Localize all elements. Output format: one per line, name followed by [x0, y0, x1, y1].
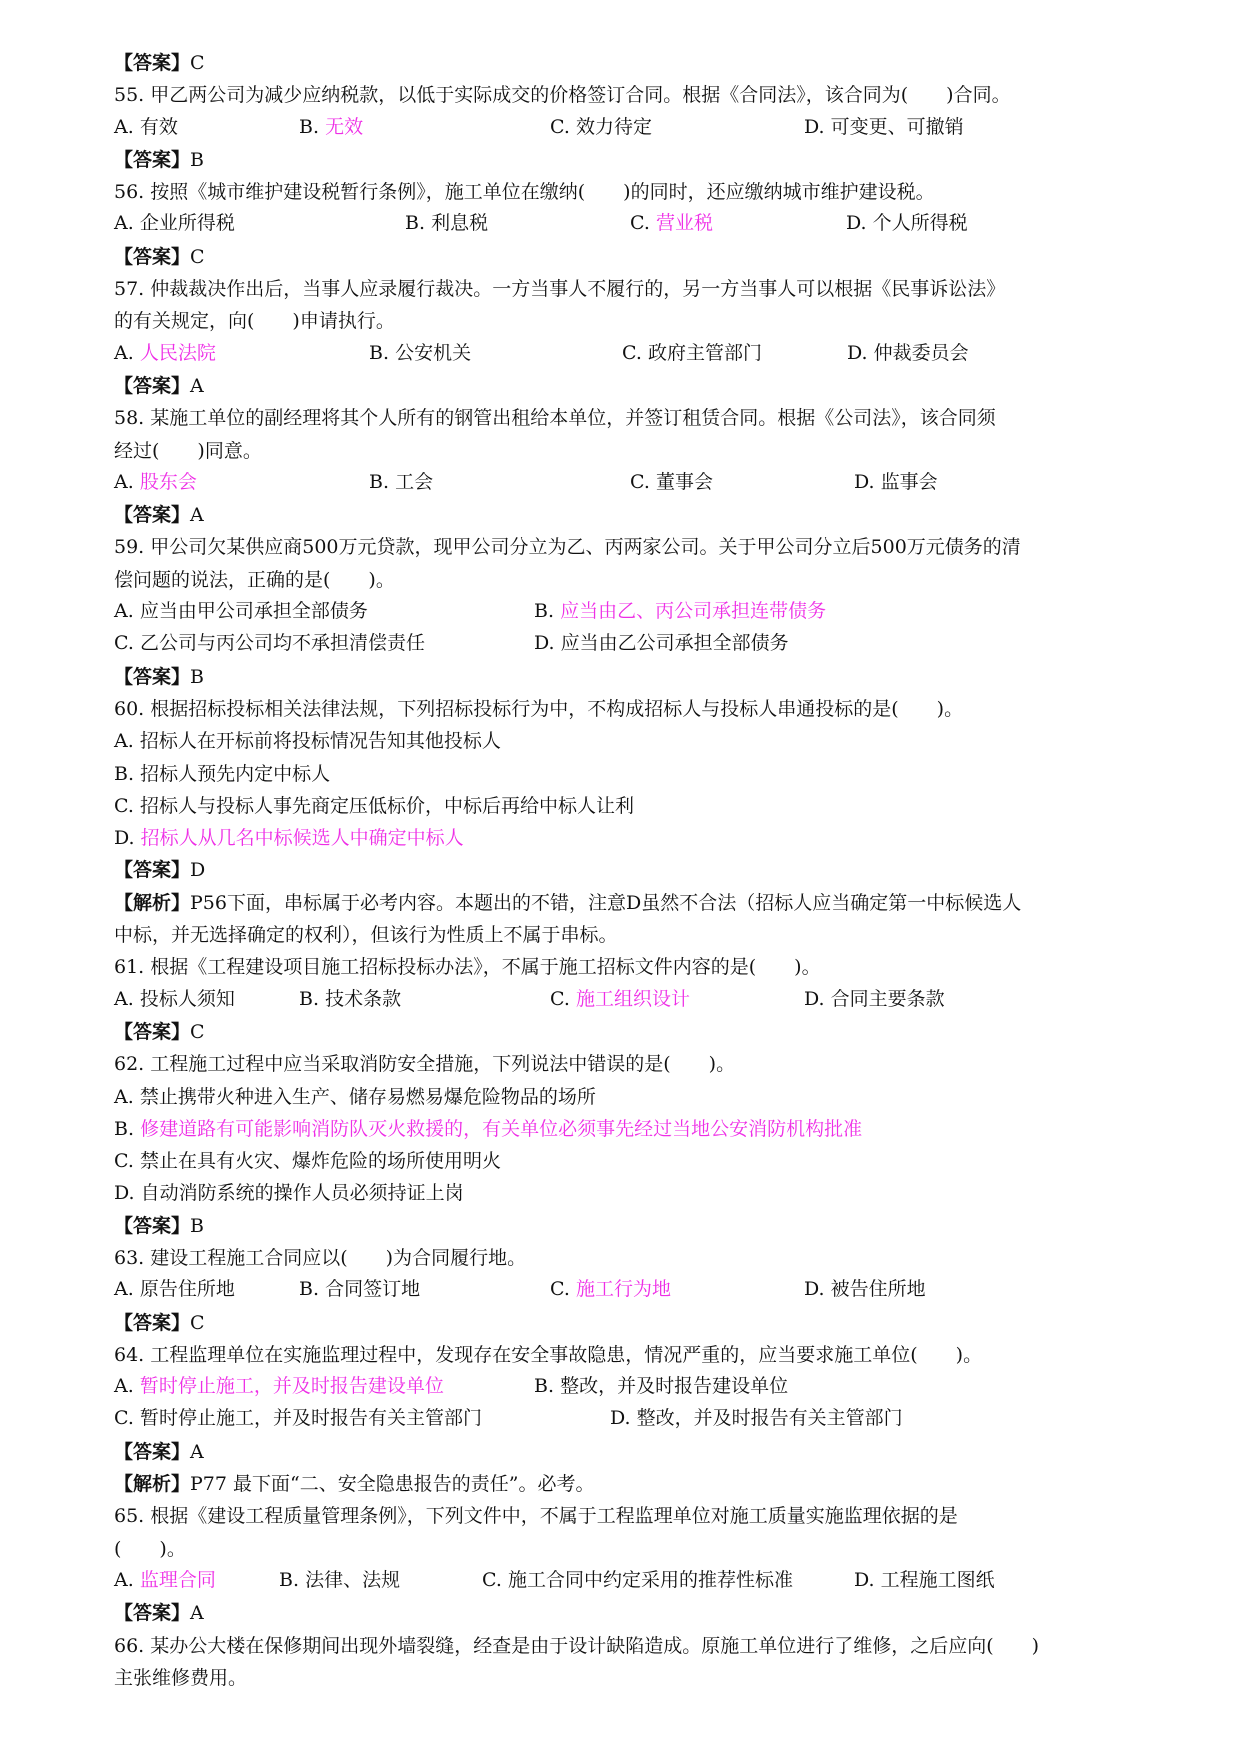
options-row — [114, 1403, 1174, 1435]
option-letter: D. — [804, 1278, 825, 1301]
option-letter: A. — [114, 1568, 134, 1591]
option-text: 有效 — [139, 115, 178, 138]
option-text: 合同主要条款 — [830, 987, 945, 1010]
answer-value: A — [190, 374, 204, 397]
option-item — [405, 208, 488, 235]
option-text: 政府主管部门 — [647, 341, 762, 364]
option-item — [534, 1371, 788, 1398]
answer-line — [114, 1468, 1174, 1500]
option-letter: A. — [114, 470, 134, 493]
question-text: 偿问题的说法，正确的是( )。 — [114, 568, 395, 591]
option-text: 暂时停止施工，并及时报告建设单位 — [139, 1375, 444, 1398]
option-letter: D. — [114, 1182, 135, 1205]
option-letter: A. — [114, 1085, 134, 1108]
answer-tag: 【答案】 — [114, 665, 191, 688]
option-item — [114, 1371, 444, 1398]
option-item — [534, 628, 789, 655]
option-line — [114, 1081, 1174, 1113]
option-text: 无效 — [325, 115, 364, 138]
option-text: 整改，并及时报告有关主管部门 — [636, 1407, 903, 1430]
option-text: 招标人在开标前将投标情况告知其他投标人 — [139, 730, 501, 753]
option-line — [114, 790, 1174, 822]
answer-tag: 【解析】 — [114, 891, 191, 914]
answer-tag: 【答案】 — [114, 1020, 191, 1043]
answer-value: C — [190, 1311, 205, 1334]
option-text: 招标人与投标人事先商定压低标价，中标后再给中标人让利 — [139, 794, 634, 817]
option-item — [114, 208, 235, 235]
option-text: 原告住所地 — [139, 1278, 235, 1301]
option-line — [114, 758, 1174, 790]
option-text: 应当由甲公司承担全部债务 — [139, 600, 368, 623]
answer-tag: 【答案】 — [114, 859, 191, 882]
option-letter: C. — [114, 1150, 134, 1173]
answer-line — [114, 1307, 1174, 1339]
option-letter: A. — [114, 1375, 134, 1398]
answer-value: C — [190, 1020, 205, 1043]
answer-line — [114, 1597, 1174, 1629]
answer-value: B — [190, 1214, 204, 1237]
question-text: 64. 工程监理单位在实施监理过程中，发现存在安全事故隐患，情况严重的，应当要求施工单位( )。 — [114, 1343, 983, 1366]
question-text: 66. 某办公大楼在保修期间出现外墙裂缝，经查是由于设计缺陷造成。原施工单位进行了维修，之后应向( ) — [114, 1634, 1040, 1657]
option-letter: A. — [114, 115, 134, 138]
option-item — [279, 1565, 400, 1592]
option-text: 人民法院 — [139, 341, 216, 364]
answer-value: C — [190, 52, 205, 74]
answer-tag: 【答案】 — [114, 1311, 191, 1334]
option-letter: A. — [114, 730, 134, 753]
option-line — [114, 822, 1174, 854]
answer-line — [114, 370, 1174, 402]
option-text: 禁止携带火种进入生产、储存易燃易爆危险物品的场所 — [139, 1085, 596, 1108]
options-row — [114, 338, 1174, 370]
option-letter: C. — [622, 341, 642, 364]
question-text: 的有关规定，向( )申请执行。 — [114, 310, 395, 333]
option-item — [622, 338, 762, 365]
answer-value: B — [190, 665, 204, 688]
option-text: 法律、法规 — [305, 1568, 401, 1591]
option-letter: C. — [630, 212, 650, 235]
option-text: 营业税 — [655, 212, 713, 235]
option-text: 施工组织设计 — [575, 987, 690, 1010]
answer-line — [114, 241, 1174, 273]
options-row — [114, 1371, 1174, 1403]
option-letter: D. — [610, 1407, 631, 1430]
option-letter: B. — [299, 987, 320, 1010]
option-text: 招标人预先内定中标人 — [140, 762, 331, 785]
option-letter: B. — [534, 1375, 555, 1398]
option-text: 可变更、可撤销 — [830, 115, 964, 138]
option-text: 投标人须知 — [139, 987, 235, 1010]
options-row — [114, 208, 1174, 240]
option-text: 股东会 — [139, 470, 197, 493]
question-text: 63. 建设工程施工合同应以( )为合同履行地。 — [114, 1246, 527, 1269]
option-text: 监理合同 — [139, 1568, 216, 1591]
answer-line — [114, 499, 1174, 531]
option-letter: A. — [114, 341, 134, 364]
answer-tag: 【答案】 — [114, 1214, 191, 1237]
option-item — [610, 1403, 903, 1430]
question-text: 56. 按照《城市维护建设税暂行条例》，施工单位在缴纳( )的同时，还应缴纳城市维护建设税。 — [114, 181, 935, 204]
option-text: 个人所得税 — [872, 212, 968, 235]
option-item — [114, 467, 197, 494]
answer-tag: 【答案】 — [114, 504, 191, 527]
question-text: 中标，并无选择确定的权利），但该行为性质上不属于串标。 — [114, 924, 618, 947]
option-letter: B. — [114, 1117, 135, 1140]
answer-line — [114, 854, 1174, 886]
options-row — [114, 112, 1174, 144]
option-letter: C. — [550, 115, 570, 138]
option-item — [114, 1274, 235, 1301]
option-item — [804, 984, 945, 1011]
option-text: 修建道路有可能影响消防队灭火救援的，有关单位必须事先经过当地公安消防机构批准 — [140, 1117, 863, 1140]
answer-value: P56下面，串标属于必考内容。本题出的不错，注意D虽然不合法（招标人应当确定第一中标候选人 — [190, 891, 1022, 914]
answer-line — [114, 1210, 1174, 1242]
answer-value: C — [190, 245, 205, 268]
question-text: 62. 工程施工过程中应当采取消防安全措施，下列说法中错误的是( )。 — [114, 1053, 736, 1076]
question-text: 61. 根据《工程建设项目施工招标投标办法》，不属于施工招标文件内容的是( )。 — [114, 956, 821, 979]
option-letter: A. — [114, 212, 134, 235]
options-row — [114, 596, 1174, 628]
option-letter: B. — [369, 341, 390, 364]
option-line — [114, 1145, 1174, 1177]
option-item — [369, 467, 433, 494]
option-item — [114, 628, 425, 655]
question-text: 65. 根据《建设工程质量管理条例》，下列文件中，不属于工程监理单位对施工质量实施监理依据的是 — [114, 1505, 958, 1528]
option-item — [114, 984, 235, 1011]
option-letter: A. — [114, 987, 134, 1010]
option-item — [854, 467, 938, 494]
option-letter: B. — [114, 762, 135, 785]
option-letter: B. — [369, 470, 390, 493]
answer-value: B — [190, 148, 204, 171]
answer-line — [114, 661, 1174, 693]
option-text: 工程施工图纸 — [880, 1568, 995, 1591]
answer-tag: 【答案】 — [114, 52, 191, 74]
option-letter: C. — [482, 1568, 502, 1591]
option-item — [114, 1403, 482, 1430]
answer-tag: 【答案】 — [114, 245, 191, 268]
option-text: 禁止在具有火灾、爆炸危险的场所使用明火 — [139, 1150, 501, 1173]
option-item — [846, 208, 968, 235]
option-text: 公安机关 — [395, 341, 472, 364]
option-letter: D. — [804, 115, 825, 138]
option-letter: B. — [279, 1568, 300, 1591]
answer-tag: 【答案】 — [114, 374, 191, 397]
option-letter: C. — [630, 470, 650, 493]
question-text: 经过( )同意。 — [114, 439, 262, 462]
option-item — [550, 984, 690, 1011]
answer-value: A — [190, 1440, 204, 1463]
option-letter: C. — [114, 632, 134, 655]
option-letter: A. — [114, 600, 134, 623]
answer-tag: 【答案】 — [114, 1602, 191, 1625]
option-text: 技术条款 — [325, 987, 402, 1010]
option-letter: B. — [299, 115, 320, 138]
option-line — [114, 1113, 1174, 1145]
option-item — [854, 1565, 995, 1592]
answer-line — [114, 887, 1174, 919]
question-text: ( )。 — [114, 1537, 186, 1560]
option-text: 董事会 — [655, 470, 713, 493]
answer-value: P77 最下面“二、安全隐患报告的责任”。必考。 — [190, 1473, 595, 1496]
option-text: 应当由乙、丙公司承担连带债务 — [560, 600, 827, 623]
options-row — [114, 1565, 1174, 1597]
option-item — [299, 112, 363, 139]
answer-line — [114, 1436, 1174, 1468]
option-letter: A. — [114, 1278, 134, 1301]
option-text: 工会 — [395, 470, 434, 493]
answer-value: A — [190, 1602, 204, 1625]
option-text: 施工合同中约定采用的推荐性标准 — [507, 1568, 793, 1591]
option-item — [550, 1274, 671, 1301]
option-letter: D. — [534, 632, 555, 655]
option-text: 合同签订地 — [325, 1278, 421, 1301]
answer-value: A — [190, 504, 204, 527]
option-letter: B. — [299, 1278, 320, 1301]
question-text: 60. 根据招标投标相关法律法规，下列招标投标行为中，不构成招标人与投标人串通投标的是( )。 — [114, 697, 964, 720]
option-letter: D. — [854, 470, 875, 493]
option-item — [847, 338, 969, 365]
option-item — [630, 467, 713, 494]
question-text: 57. 仲裁裁决作出后，当事人应录履行裁决。一方当事人不履行的，另一方当事人可以根据《民事诉讼法》 — [114, 278, 1006, 301]
question-text: 55. 甲乙两公司为减少应纳税款，以低于实际成交的价格签订合同。根据《合同法》，该合同为( )合同。 — [114, 84, 1011, 107]
option-item — [299, 1274, 420, 1301]
option-item — [369, 338, 471, 365]
option-text: 企业所得税 — [139, 212, 235, 235]
option-line — [114, 1177, 1174, 1209]
options-row — [114, 1274, 1174, 1306]
option-text: 监事会 — [880, 470, 938, 493]
option-letter: C. — [114, 794, 134, 817]
answer-value: D — [190, 859, 206, 882]
option-item — [114, 338, 216, 365]
option-letter: C. — [550, 1278, 570, 1301]
answer-tag: 【解析】 — [114, 1473, 191, 1496]
document-page — [114, 47, 1174, 1694]
option-text: 整改，并及时报告建设单位 — [560, 1375, 789, 1398]
option-line — [114, 725, 1174, 757]
option-text: 仲裁委员会 — [873, 341, 969, 364]
option-letter: D. — [114, 827, 135, 850]
question-text: 59. 甲公司欠某供应商500万元贷款，现甲公司分立为乙、丙两家公司。关于甲公司分立后500万元债务的清 — [114, 536, 1021, 559]
option-text: 乙公司与丙公司均不承担清偿责任 — [139, 632, 425, 655]
question-text: 主张维修费用。 — [114, 1666, 248, 1689]
option-item — [299, 984, 401, 1011]
option-letter: D. — [847, 341, 868, 364]
option-item — [630, 208, 713, 235]
option-letter: D. — [854, 1568, 875, 1591]
option-letter: D. — [846, 212, 867, 235]
option-item — [114, 1565, 216, 1592]
option-item — [804, 112, 964, 139]
option-item — [114, 112, 178, 139]
options-row — [114, 467, 1174, 499]
answer-line — [114, 144, 1174, 176]
option-item — [550, 112, 652, 139]
option-item — [804, 1274, 926, 1301]
option-letter: C. — [550, 987, 570, 1010]
options-row — [114, 628, 1174, 660]
option-letter: D. — [804, 987, 825, 1010]
answer-tag: 【答案】 — [114, 148, 191, 171]
option-text: 自动消防系统的操作人员必须持证上岗 — [140, 1182, 464, 1205]
option-text: 应当由乙公司承担全部债务 — [560, 632, 789, 655]
option-letter: B. — [405, 212, 426, 235]
options-row — [114, 984, 1174, 1016]
option-letter: B. — [534, 600, 555, 623]
option-letter: C. — [114, 1407, 134, 1430]
option-item — [114, 596, 368, 623]
option-text: 利息税 — [431, 212, 489, 235]
option-text: 效力待定 — [575, 115, 652, 138]
option-text: 施工行为地 — [575, 1278, 671, 1301]
question-text: 58. 某施工单位的副经理将其个人所有的钢管出租给本单位，并签订租赁合同。根据《公司法》，该合同须 — [114, 407, 996, 430]
option-item — [534, 596, 826, 623]
option-item — [482, 1565, 793, 1592]
option-text: 暂时停止施工，并及时报告有关主管部门 — [139, 1407, 482, 1430]
option-text: 被告住所地 — [830, 1278, 926, 1301]
option-text: 招标人从几名中标候选人中确定中标人 — [140, 827, 464, 850]
answer-tag: 【答案】 — [114, 1440, 191, 1463]
answer-line — [114, 1016, 1174, 1048]
answer-line — [114, 47, 1174, 79]
